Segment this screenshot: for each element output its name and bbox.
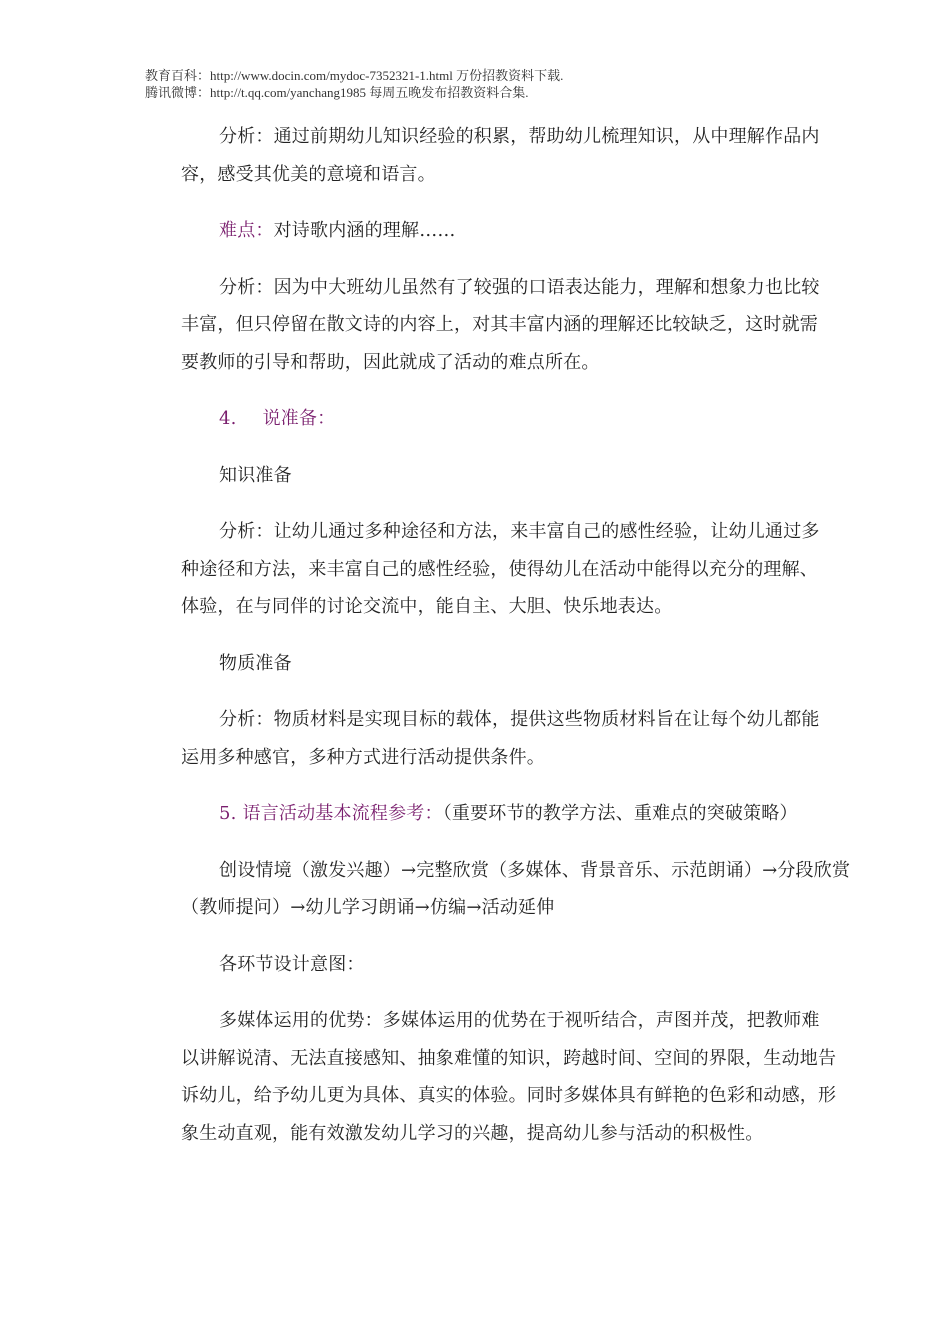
paragraph-line: 种途径和方法，来丰富自己的感性经验，使得幼儿在活动中能得以充分的理解、 (181, 558, 818, 580)
paragraph-line: 体验，在与同伴的讨论交流中，能自主、大胆、快乐地表达。 (181, 596, 673, 617)
paragraph-line: 多媒体运用的优势：多媒体运用的优势在于视听结合，声图并茂，把教师难 (219, 1010, 820, 1031)
subheading-design-intent (145, 946, 810, 984)
paragraph-line: 象生动直观，能有效激发幼儿学习的兴趣，提高幼儿参与活动的积极性。 (181, 1122, 764, 1144)
paragraph-line: 物质准备 (219, 652, 292, 674)
paragraph-line: 运用多种感官，多种方式进行活动提供条件。 (181, 746, 545, 768)
page-header (145, 67, 845, 101)
paragraph-line: 知识准备 (219, 464, 292, 486)
paragraph-difficulty (145, 212, 810, 250)
section-subtitle: （重要环节的教学方法、重难点的突破策略） (442, 803, 798, 824)
section-heading-preparation (145, 400, 810, 438)
paragraph-line: 丰富，但只停留在散文诗的内容上，对其丰富内涵的理解还比较缺乏，这时就需 (181, 314, 818, 335)
difficulty-text: 对诗歌内涵的理解…… (273, 220, 456, 241)
paragraph-analysis-2 (145, 269, 820, 382)
section-heading-flow (145, 795, 810, 833)
paragraph-line (145, 212, 810, 250)
difficulty-label: 难点： (219, 220, 274, 241)
paragraph-line: 分析：通过前期幼儿知识经验的积累，帮助幼儿梳理知识，从中理解作品内 (219, 126, 820, 147)
paragraph-analysis-3 (145, 513, 820, 626)
header-line-2: 腾讯微博：http://t.qq.com/yanchang1985 每周五晚发布招教资料合集. (145, 85, 529, 100)
paragraph-line: 创设情境（激发兴趣）→完整欣赏（多媒体、背景音乐、示范朗诵）→分段欣赏 (219, 859, 851, 881)
section-title: 5. 语言活动基本流程参考： (219, 803, 443, 824)
paragraph-line: 分析：因为中大班幼儿虽然有了较强的口语表达能力，理解和想象力也比较 (219, 276, 820, 298)
paragraph-line: 容，感受其优美的意境和语言。 (181, 163, 436, 185)
paragraph-line: 以讲解说清、无法直接感知、抽象难懂的知识，跨越时间、空间的界限，生动地告 (181, 1047, 837, 1069)
section-title: 说准备： (262, 408, 336, 429)
paragraph-line: （教师提问）→幼儿学习朗诵→仿编→活动延伸 (181, 897, 555, 918)
paragraph-line: 要教师的引导和帮助，因此就成了活动的难点所在。 (181, 351, 600, 373)
paragraph-flow (145, 852, 851, 927)
section-number: 4. (219, 408, 237, 429)
paragraph-line: 各环节设计意图： (219, 953, 365, 975)
subheading-material-prep (145, 645, 810, 683)
paragraph-line: 诉幼儿，给予幼儿更为具体、真实的体验。同时多媒体具有鲜艳的色彩和动感，形 (181, 1085, 837, 1106)
document-body (145, 118, 851, 1171)
paragraph-analysis-1 (145, 118, 820, 193)
paragraph-multimedia (145, 1002, 837, 1152)
subheading-knowledge-prep (145, 457, 810, 495)
paragraph-line (145, 795, 810, 833)
header-line-1: 教育百科：http://www.docin.com/mydoc-7352321-1.html 万份招教资料下载. (145, 68, 564, 83)
paragraph-line: 分析：物质材料是实现目标的载体，提供这些物质材料旨在让每个幼儿都能 (219, 709, 820, 730)
paragraph-line (145, 400, 810, 438)
paragraph-line: 分析：让幼儿通过多种途径和方法，来丰富自己的感性经验，让幼儿通过多 (219, 521, 820, 542)
paragraph-analysis-4 (145, 701, 820, 776)
